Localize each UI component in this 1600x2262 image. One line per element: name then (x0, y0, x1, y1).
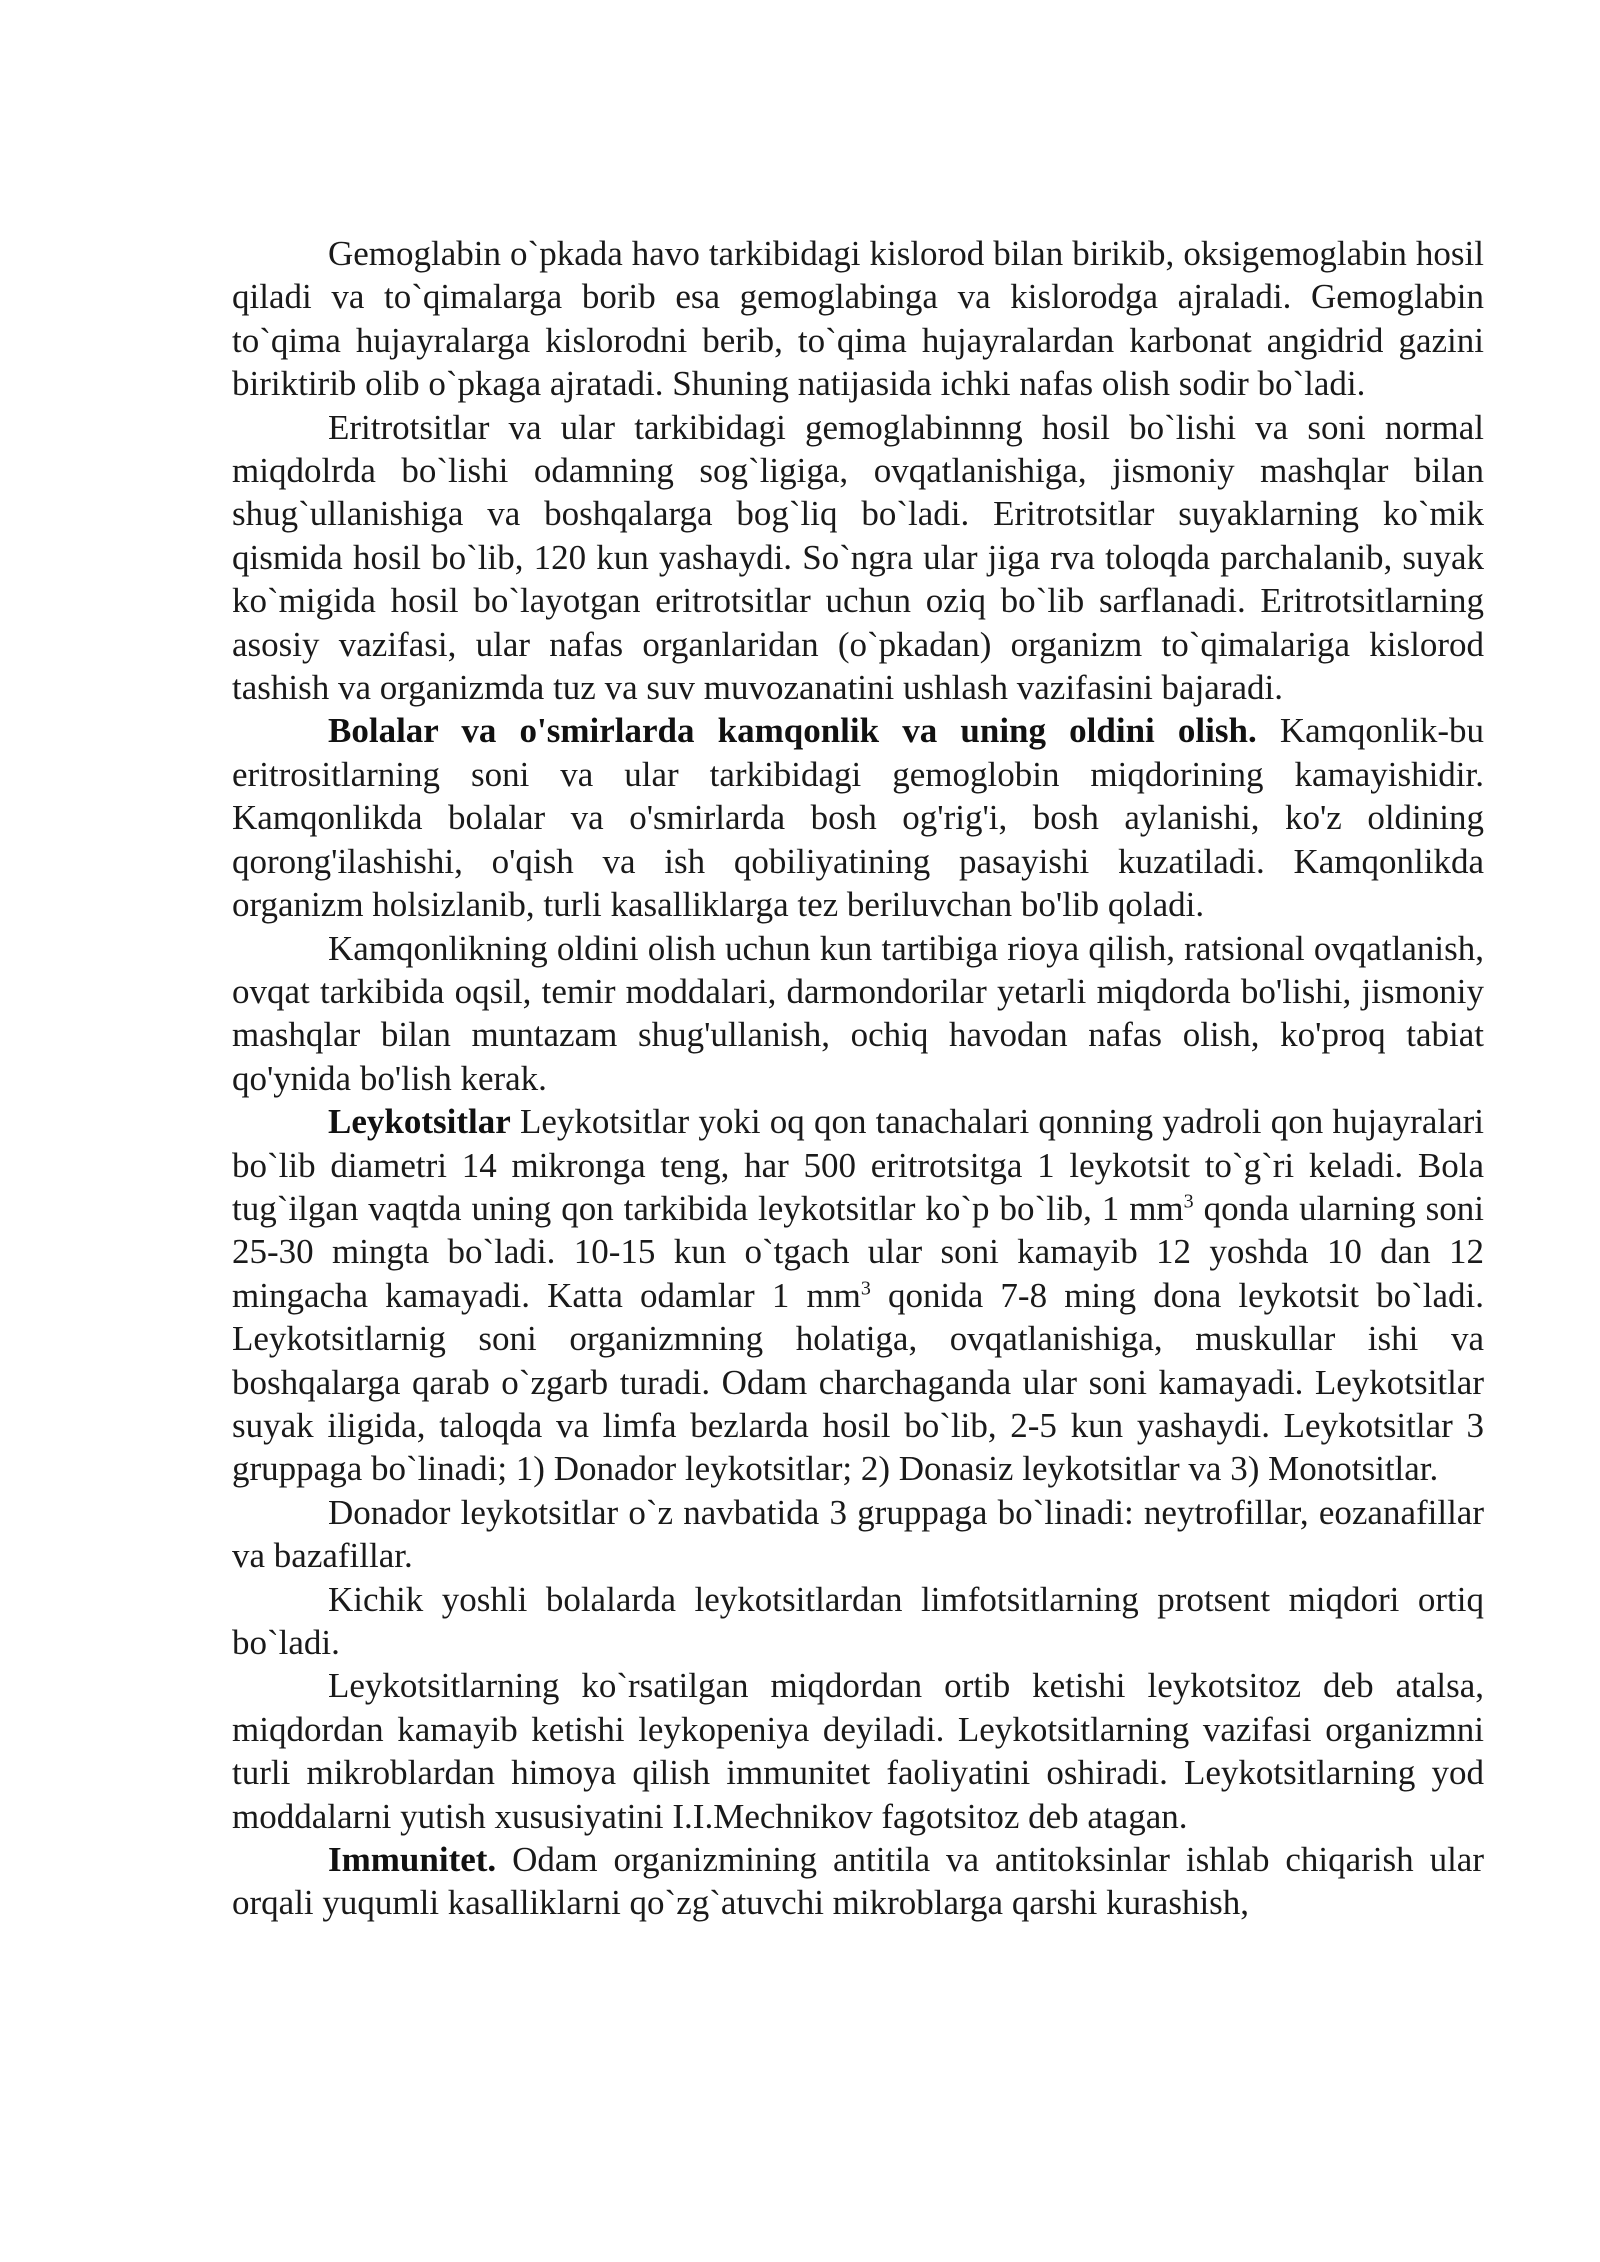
paragraph-leukocytes (232, 1100, 1484, 1491)
paragraph-text: qonida 7-8 ming dona leykotsit bo`ladi. Leykotsitlarnig soni organizmning holatiga, ovqatlanishiga, muskullar ishi va boshqalarga qarab o`zgarb turadi. Odam charchaganda ular soni kamayadi. Leykotsitlar suyak iligida, taloqda va limfa bezlarda hosil bo`lib, 2-5 kun yashaydi. Leykotsitlar 3 gruppaga bo`linadi; 1) Donador leykotsitlar; 2) Donasiz leykotsitlar va 3) Monotsitlar. (232, 1275, 1484, 1489)
superscript: 3 (1183, 1190, 1194, 1213)
paragraph-leukocytosis (232, 1664, 1484, 1838)
superscript: 3 (860, 1277, 871, 1300)
section-heading-anemia: Bolalar va o'smirlarda kamqonlik va uning oldini olish. (328, 711, 1257, 751)
section-heading-leukocytes: Leykotsitlar (328, 1102, 511, 1142)
paragraph-text: Leykotsitlar yoki oq qon tanachalari qonning yadroli qon hujayralari bo`lib diametri 14 mikronga teng, har 500 eritrotsitga 1 leykotsit to`g`ri keladi. Bola tug`ilgan vaqtda uning qon tarkibida leykotsitlar ko`p bo`lib, 1 mm (232, 1102, 1484, 1228)
paragraph-hemoglobin (232, 232, 1484, 406)
paragraph-immunity (232, 1838, 1484, 1925)
section-heading-immunity: Immunitet. (328, 1840, 497, 1880)
paragraph-erythrocytes (232, 406, 1484, 710)
paragraph-text: Donador leykotsitlar o`z navbatida 3 gruppaga bo`linadi: neytrofillar, eozanafillar va bazafillar. (232, 1492, 1484, 1576)
paragraph-text: Kamqonlik-bu eritrositlarning soni va ular tarkibidagi gemoglobin miqdorining kamayishidir. Kamqonlikda bolalar va o'smirlarda bosh og'rig'i, bosh aylanishi, ko'z oldining qorong'ilashishi, o'qish va ish qobiliyatining pasayishi kuzatiladi. Kamqonlikda organizm holsizlanib, turli kasalliklarga tez beriluvchan bo'lib qoladi. (232, 711, 1484, 925)
paragraph-text: Eritrotsitlar va ular tarkibidagi gemoglabinnng hosil bo`lishi va soni normal miqdolrda bo`lishi odamning sog`ligiga, ovqatlanishiga, jismoniy mashqlar bilan shug`ullanishiga va boshqalarga bog`liq bo`ladi. Eritrotsitlar suyaklarning ko`mik qismida hosil bo`lib, 120 kun yashaydi. So`ngra ular jiga rva toloqda parchalanib, suyak ko`migida hosil bo`layotgan eritrotsitlar uchun oziq bo`lib sarflanadi. Eritrotsitlarning asosiy vazifasi, ular nafas organlaridan (o`pkadan) organizm to`qimalariga kislorod tashish va organizmda tuz va suv muvozanatini ushlash vazifasini bajaradi. (232, 407, 1484, 708)
paragraph-text: Leykotsitlarning ko`rsatilgan miqdordan ortib ketishi leykotsitoz deb atalsa, miqdordan kamayib ketishi leykopeniya deyiladi. Leykotsitlarning vazifasi organizmni turli mikroblardan himoya qilish immunitet faoliyatini oshiradi. Leykotsitlarning yod moddalarni yutish xususiyatini I.I.Mechnikov fagotsitoz deb atagan. (232, 1666, 1484, 1836)
document-page (232, 232, 1484, 1925)
paragraph-granular-leukocytes (232, 1491, 1484, 1578)
paragraph-text: Kichik yoshli bolalarda leykotsitlardan limfotsitlarning protsent miqdori ortiq bo`ladi. (232, 1579, 1484, 1662)
paragraph-lymphocytes (232, 1578, 1484, 1665)
paragraph-text: Kamqonlikning oldini olish uchun kun tartibiga rioya qilish, ratsional ovqatlanish, ovqat tarkibida oqsil, temir moddalari, darmondorilar yetarli miqdorda bo'lishi, jismoniy mashqlar bilan muntazam shug'ullanish, ochiq havodan nafas olish, ko'proq tabiat qo'ynida bo'lish kerak. (232, 928, 1484, 1098)
paragraph-anemia (232, 709, 1484, 926)
paragraph-text: Odam organizmining antitila va antitoksinlar ishlab chiqarish ular orqali yuqumli kasalliklarni qo`zg`atuvchi mikroblarga qarshi kurashish, (232, 1840, 1484, 1923)
paragraph-anemia-prevention (232, 927, 1484, 1101)
paragraph-text: qonda ularning soni 25-30 mingta bo`ladi. 10-15 kun o`tgach ular soni kamayib 12 yoshda 10 dan 12 mingacha kamayadi. Katta odamlar 1 mm (232, 1188, 1484, 1315)
paragraph-text: Gemoglabin o`pkada havo tarkibidagi kislorod bilan birikib, oksigemoglabin hosil qiladi va to`qimalarga borib esa gemoglabinga va kislorodga ajraladi. Gemoglabin to`qima hujayralarga kislorodni berib, to`qima hujayralardan karbonat angidrid gazini biriktirib olib o`pkaga ajratadi. Shuning natijasida ichki nafas olish sodir bo`ladi. (232, 234, 1484, 404)
